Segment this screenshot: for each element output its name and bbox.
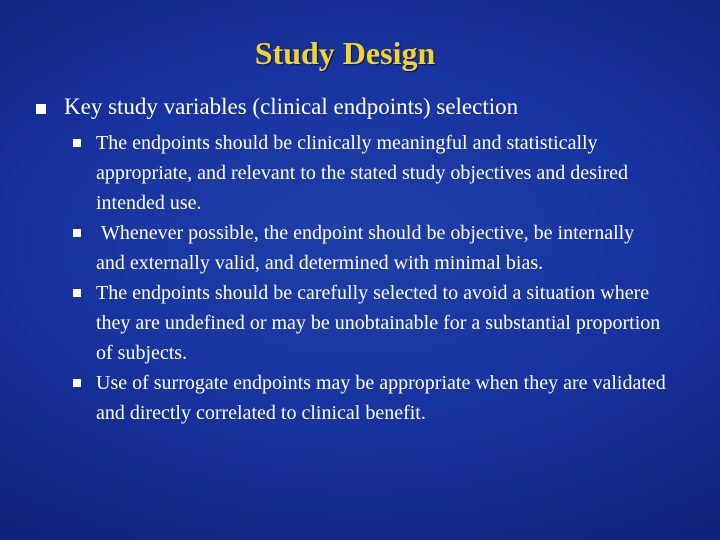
- main-bullet-text: Key study variables (clinical endpoints) selection: [64, 94, 519, 119]
- sub-bullet-item: [72, 128, 672, 218]
- small-square-bullet-icon: [73, 379, 81, 387]
- sub-bullet-text: Whenever possible, the endpoint should be objective, be internally and externally valid, and determined with minimal bias.: [96, 222, 640, 274]
- small-square-bullet-icon: [73, 139, 81, 147]
- sub-bullet-item: [72, 278, 672, 368]
- sub-bullet-text: Use of surrogate endpoints may be appropriate when they are validated and directly correlated to clinical benefit.: [96, 372, 666, 424]
- slide-title: Study Design: [254, 35, 436, 71]
- square-bullet-icon: [36, 104, 46, 114]
- small-square-bullet-icon: [73, 289, 81, 297]
- small-square-bullet-icon: [73, 229, 81, 237]
- sub-bullet-text: The endpoints should be clinically meaningful and statistically appropriate, and relevant to the stated study objectives and desired intended use.: [96, 132, 629, 214]
- sub-bullet-item: [72, 368, 672, 428]
- sub-bullet-list: [72, 128, 672, 428]
- sub-bullet-text: The endpoints should be carefully selected to avoid a situation where they are undefined or may be unobtainable for a substantial proportion of subjects.: [96, 282, 661, 364]
- sub-bullet-item: [72, 218, 672, 278]
